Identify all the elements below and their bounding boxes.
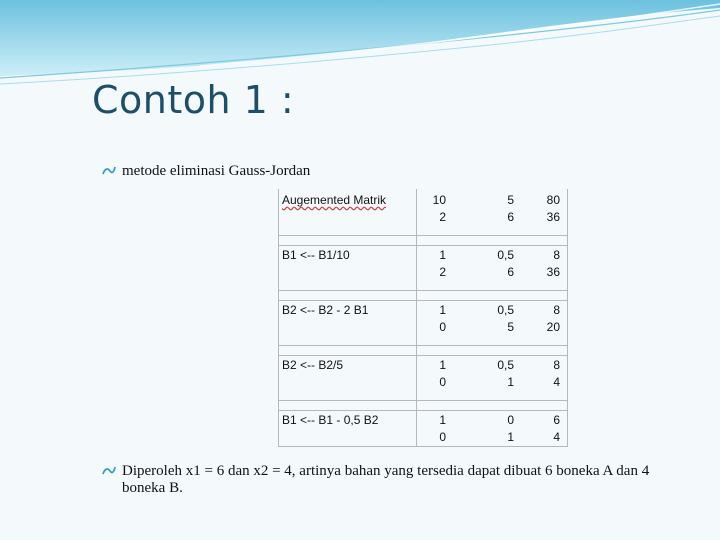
slide-title: Contoh 1 : [92,78,295,122]
matrix-cell: 5 [507,193,514,207]
matrix-cell: 8 [553,358,560,372]
matrix-cell: 4 [553,375,560,389]
matrix-cell: 4 [553,430,560,444]
step-label: B2 <-- B2/5 [282,358,344,372]
matrix-cell: 0 [439,375,446,389]
matrix-grid-lines [278,189,568,447]
matrix-cell: 1 [439,303,446,317]
matrix-cell: 2 [439,210,446,224]
matrix-cell: 2 [439,265,446,279]
gauss-jordan-matrix-table [278,189,568,447]
matrix-cell: 8 [553,303,560,317]
wave-bullet-icon [102,465,116,477]
wave-bullet-icon [102,165,116,177]
matrix-cell: 6 [507,210,514,224]
matrix-cell: 20 [546,320,560,334]
matrix-cell: 0 [439,320,446,334]
matrix-cell: 6 [507,265,514,279]
matrix-cell: 1 [507,375,514,389]
step-label: B2 <-- B2 - 2 B1 [282,303,369,317]
bullet-conclusion [122,463,692,497]
matrix-cell: 0 [507,413,514,427]
matrix-cell: 1 [439,413,446,427]
matrix-cell: 1 [439,248,446,262]
matrix-cell: 10 [432,193,446,207]
matrix-cell: 36 [546,265,560,279]
matrix-cell: 0,5 [497,303,514,317]
matrix-cell: 80 [546,193,560,207]
matrix-cell: 1 [439,358,446,372]
step-label: Augemented Matrik [282,193,387,207]
bullet-conclusion-text: Diperoleh x1 = 6 dan x2 = 4, artinya bahan yang tersedia dapat dibuat 6 boneka A dan 4 boneka B. [122,463,650,496]
matrix-cell: 6 [553,413,560,427]
bullet-method-text: metode eliminasi Gauss-Jordan [122,163,311,179]
step-label: B1 <-- B1/10 [282,248,350,262]
matrix-cell: 0,5 [497,358,514,372]
matrix-cell: 0 [439,430,446,444]
matrix-cell: 36 [546,210,560,224]
header-wave-decoration [0,0,720,90]
matrix-cell: 8 [553,248,560,262]
step-label: B1 <-- B1 - 0,5 B2 [282,413,379,427]
matrix-cell: 5 [507,320,514,334]
matrix-cell: 0,5 [497,248,514,262]
matrix-cell: 1 [507,430,514,444]
bullet-method [122,163,310,180]
